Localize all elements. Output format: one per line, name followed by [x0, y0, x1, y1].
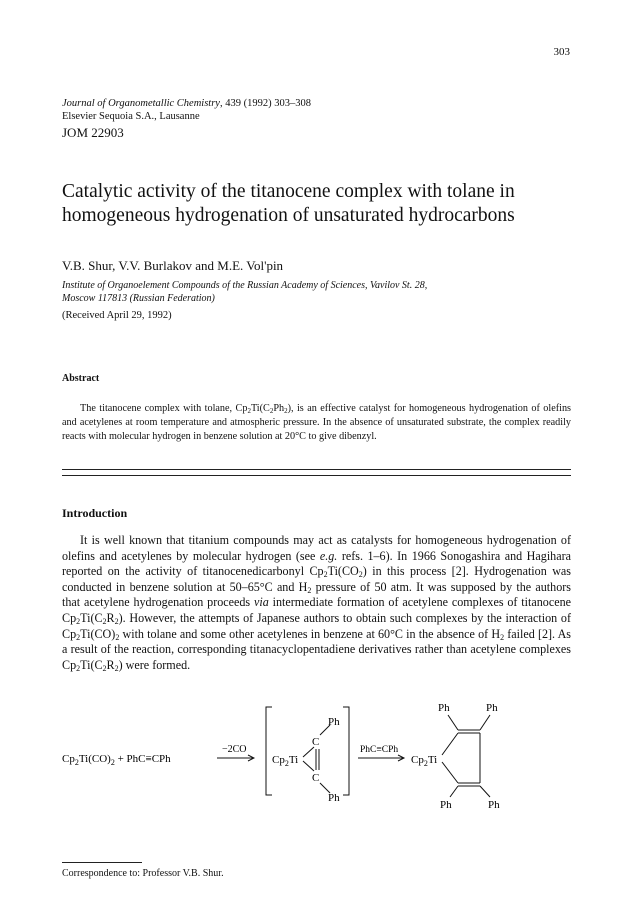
correspondence-footnote: Correspondence to: Professor V.B. Shur.: [62, 868, 224, 879]
bond: [480, 786, 490, 797]
journal-name: Journal of Organometallic Chemistry: [62, 98, 220, 109]
footnote-rule: [62, 862, 142, 863]
divider-rule: [62, 469, 571, 470]
bond: [303, 761, 314, 771]
page-number: 303: [553, 46, 570, 58]
scheme-reactants: $Cp_2Ti(CO)_2 + PhC\equiv CPh$: [62, 753, 171, 767]
intermediate-cp2ti: $Cp_2Ti$: [272, 754, 299, 768]
introduction-paragraph: It is well known that titanium compounds may act as catalysts for homogeneous hydrogenation of olefins and acetylenes by molecular hydrogen (see e.g. refs. 1–6). In 1966 Sonogashira and Hagihara reported on the activity of titanocenedicarbonyl $Cp_2Ti(CO_2)$ in this process [2]. Hydrogenation was conducted in benzene solution at 50–65°C and $H_2$ pressure of 50 atm. It was supposed by the authors that acetylene hydrogenation proceeds via intermediate formation of acetylene complexes of titanocene $Cp_2Ti(C_2R_2)$. However, the attempts of Japanese authors to obtain such complexes by the interaction of $Cp_2Ti(CO)_2$ with tolane and some other acetylenes in benzene at 60°C in the absence of $H_2$ failed [2]. As a result of the reaction, corresponding titanacyclopentadiene derivatives rather than acetylene complexes $Cp_2Ti(C_2R_2)$ were formed.: [62, 533, 572, 673]
abstract-text: The titanocene complex with tolane, $Cp_2Ti(C_2Ph_2)$, is an effective catalyst for homogeneous hydrogenation of olefins and acetylenes at room temperature and atmospheric pressure. In the absence of unsaturated substrate, the complex readily reacts with molecular hydrogen in benzene solution at 20°C to give dibenzyl.: [62, 403, 572, 442]
bond: [480, 715, 490, 730]
ph-bottom-right: Ph: [488, 799, 500, 810]
abstract-heading: Abstract: [62, 373, 100, 384]
bond: [442, 733, 458, 755]
journal-publisher: Elsevier Sequoia S.A., Lausanne: [62, 111, 200, 122]
affiliation-line-1: Institute of Organoelement Compounds of the Russian Academy of Sciences, Vavilov St. 28,: [62, 280, 428, 291]
ph-bottom-left: Ph: [440, 799, 452, 810]
product-cp2ti: $Cp_2Ti$: [411, 754, 438, 768]
bracket-right: [343, 707, 349, 795]
journal-citation: , 439 (1992) 303–308: [219, 98, 311, 109]
bracket-left: [266, 707, 272, 795]
bond: [303, 747, 314, 757]
introduction-heading: Introduction: [62, 506, 128, 520]
bond: [450, 786, 458, 797]
arrow-2-label: PhC≡CPh: [360, 745, 399, 755]
article-title: Catalytic activity of the titanocene complex with tolane in homogeneous hydrogenation of unsaturated hydrocarbons: [62, 181, 515, 226]
affiliation: [62, 280, 582, 305]
journal-code: JOM 22903: [62, 125, 124, 140]
atom-c-top: C: [312, 736, 320, 748]
ph-top: Ph: [328, 716, 340, 728]
bond: [448, 715, 458, 730]
arrow-1-label: −2CO: [222, 744, 247, 755]
authors: V.B. Shur, V.V. Burlakov and M.E. Vol'pin: [62, 258, 284, 273]
affiliation-line-2: Moscow 117813 (Russian Federation): [62, 292, 215, 304]
reaction-scheme: [62, 695, 571, 810]
ph-top-right: Ph: [486, 702, 498, 714]
atom-c-bottom: C: [312, 772, 320, 784]
bond: [442, 762, 458, 783]
divider-rule: [62, 475, 571, 476]
ph-bottom: Ph: [328, 792, 340, 804]
journal-info: [62, 97, 311, 123]
ph-top-left: Ph: [438, 702, 450, 714]
received-date: (Received April 29, 1992): [62, 310, 172, 321]
